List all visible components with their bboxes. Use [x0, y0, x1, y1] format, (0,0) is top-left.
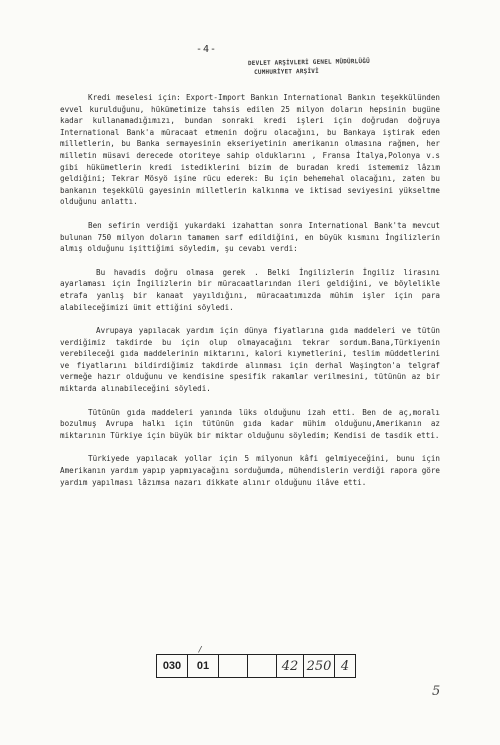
paragraph-ambassador-reply: Ben sefirin verdiği yukardaki izahattan sonra International Bank'ta mevcut bulunan 750 milyon doların tamamen sarf edildiğini, en büyük kısmını İngilizlerin almış olduğunu işittiğimi söyledim, şu cevabı verdi:	[60, 220, 440, 254]
paragraph-tobacco: Tütünün gıda maddeleri yanında lüks olduğunu izah etti. Ben de aç,moralı bozulmuş Avrupa halkı için tütünün gıda kadar mühim olduğunu,Amerikanın az miktarının Türkiye için büyük bir miktar olduğunu söyledim; Kendisi de tasdik etti.	[60, 407, 440, 440]
handwritten-tick: /	[198, 645, 203, 654]
stamp-line-2: CUMHURİYET ARŞİVİ	[254, 67, 319, 76]
ref-box: 4	[340, 658, 350, 674]
ref-box: 42	[277, 655, 304, 677]
stamp-line-1: DEVLET ARŞİVLERİ GENEL MÜDÜRLÜĞÜ	[247, 57, 370, 68]
paragraph-roads: Türkiyede yapılacak yollar için 5 milyonun kâfi gelmiyeceğini, bunu için Amerikanın yardım yapıp yapmıyacağını sorduğumda, mühendislerin verdiği rapora göre yardım yapılması lâzımsa nazarı dikkate alınır olduğunu ilâve etti.	[60, 454, 440, 487]
paragraph-credit: Kredi meselesi için: Export-Import Bankın International Bankın teşekkülünden evvel kurulduğunu, hükümetimize tahsis edilen 25 milyon doların hepsinin bugüne kadar kullanamadığımızı, bundan sonraki kredi işleri için doğrudan doğruya International Bank'a müracaat etmenin doğru olacağını, bu Bankaya iştirak eden milletlerin, bu Banka sermayesinin ekseriyetinin amerikanın olmasına rağmen, her milletin müsavi derecede otoriteye sahip olduklarını , Fransa İtalya,Polonya v.s gibi hükümetlerin kredi istediklerini bizim de buradan kredi istememiz lâzım geldiğini; Tekrar Mösyö işine rücu ederek: Bu için behemehal olacağını, zaten bu bankanın teşekkülü gayesinin milletlerin kalkınma ve iktisad seviyesini yükseltme olduğunu anlattı.	[60, 93, 440, 207]
archive-stamp	[248, 57, 370, 77]
page-number: -4-	[196, 44, 218, 55]
document-body	[60, 92, 440, 500]
archive-reference-boxes	[156, 654, 356, 678]
ref-box	[219, 655, 248, 677]
ref-box	[248, 655, 277, 677]
handwritten-page-number: 5	[432, 684, 441, 699]
ref-box: 250	[304, 655, 335, 677]
ref-box: 030	[157, 655, 188, 677]
paragraph-europe-aid: Avrupaya yapılacak yardım için dünya fiyatlarına gıda maddeleri ve tütün verdiğimiz takdirde bu için olup olmayacağını tekrar sordum.Bana,Türkiyenin verebileceği gıda maddelerinin miktarını, kalori kıymetlerini, teslim müddetlerini ve fiyatlarını bildirdiğimiz takdirde alınması için derhal Waşington'a telgraf vermeğe hazır olduğunu ve kendisine spesifik rakamlar verilmesini, tütünün az bir miktarda alınabileceğini söyledi.	[60, 326, 440, 394]
ref-box: 01	[188, 655, 219, 677]
paragraph-news: Bu havadis doğru olmasa gerek . Belki İngilizlerin İngiliz lirasını ayarlaması için İngilizlerin bir müracaatlarından ileri geldiğini, ve böylelikle etrafa yanlış bir kanaat yayıldığını, müracaatımızda mühim işler için para alabileceğimizi ümit ettiğini söyledi.	[60, 267, 440, 312]
